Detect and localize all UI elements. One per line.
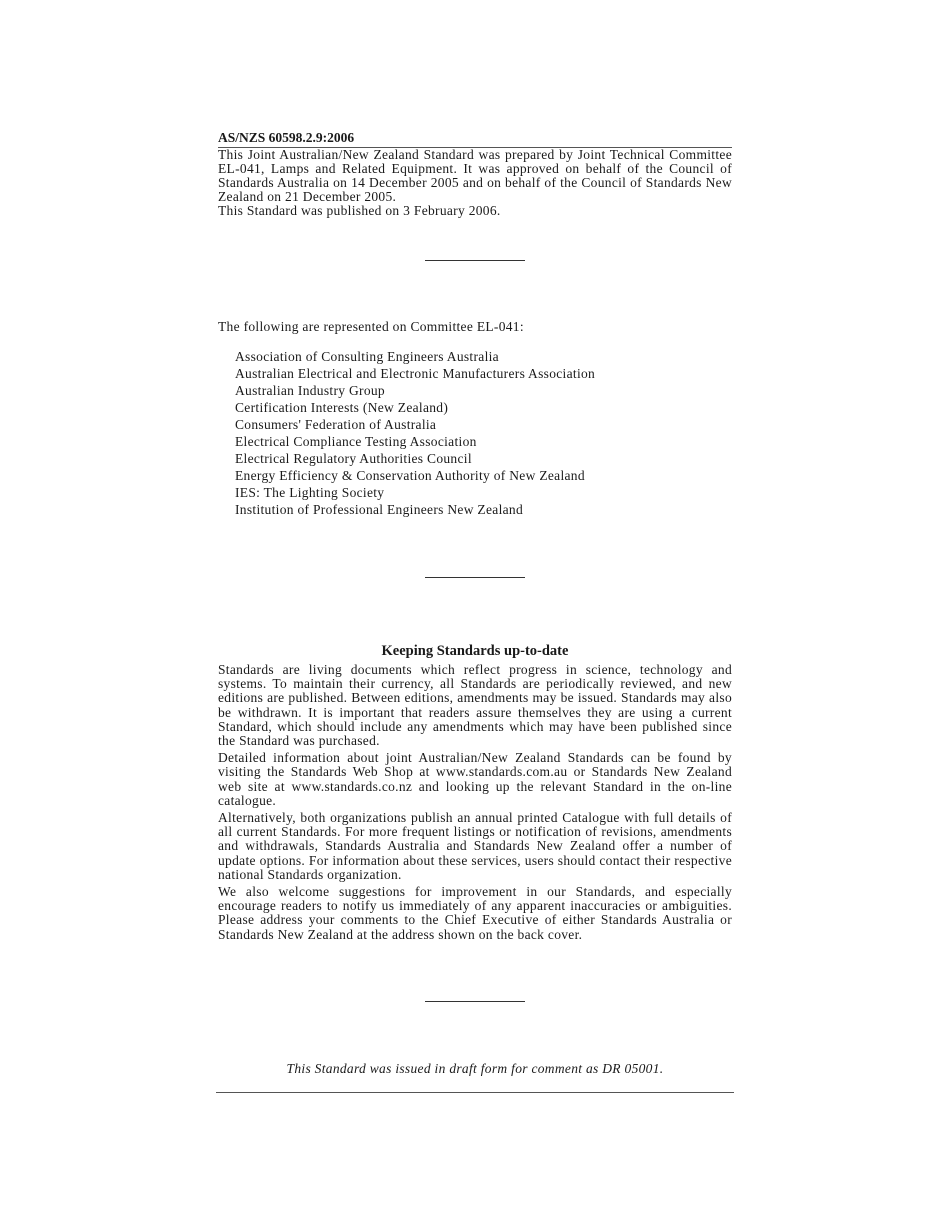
committee-member: Certification Interests (New Zealand)	[235, 400, 449, 415]
committee-member-list	[235, 348, 715, 518]
keeping-standards-body	[218, 663, 732, 945]
committee-member: Association of Consulting Engineers Australia	[235, 349, 499, 364]
committee-member: IES: The Lighting Society	[235, 485, 385, 500]
committee-member: Energy Efficiency & Conservation Authority of New Zealand	[235, 468, 585, 483]
draft-note: This Standard was issued in draft form for comment as DR 05001.	[286, 1061, 664, 1076]
committee-heading: The following are represented on Committee EL-041:	[218, 319, 524, 334]
preparation-paragraph: This Joint Australian/New Zealand Standard was prepared by Joint Technical Committee EL-041, Lamps and Related Equipment. It was approved on behalf of the Council of Standards Australia on 14 December 2005 and on behalf of the Council of Standards New Zealand on 21 December 2005.	[218, 147, 732, 204]
committee-member: Australian Industry Group	[235, 383, 385, 398]
preparation-statement	[218, 148, 732, 218]
footer-rule	[216, 1092, 734, 1093]
committee-member: Electrical Regulatory Authorities Council	[235, 451, 472, 466]
committee-member: Institution of Professional Engineers New Zealand	[235, 502, 524, 517]
section-divider	[425, 577, 525, 578]
committee-member: Consumers' Federation of Australia	[235, 417, 437, 432]
section-divider	[425, 1001, 525, 1002]
section-divider	[425, 260, 525, 261]
body-paragraph: Alternatively, both organizations publish an annual printed Catalogue with full details of all current Standards. For more frequent listings or notification of revisions, amendments and withdrawals, Standards Australia and Standards New Zealand offer a number of update options. For information about these services, users should contact their respective national Standards organization.	[218, 810, 732, 882]
publication-date-paragraph: This Standard was published on 3 February 2006.	[218, 203, 501, 218]
body-paragraph: Detailed information about joint Australian/New Zealand Standards can be found by visiting the Standards Web Shop at www.standards.com.au or Standards New Zealand web site at www.standards.co.nz and looking up the relevant Standard in the on-line catalogue.	[218, 750, 732, 808]
standard-code: AS/NZS 60598.2.9:2006	[218, 129, 732, 148]
committee-member: Australian Electrical and Electronic Manufacturers Association	[235, 366, 596, 381]
body-paragraph: Standards are living documents which reflect progress in science, technology and systems. To maintain their currency, all Standards are periodically reviewed, and new editions are published. Between editions, amendments may be issued. Standards may also be withdrawn. It is important that readers assure themselves they are using a current Standard, which should include any amendments which may have been published since the Standard was purchased.	[218, 662, 732, 749]
committee-member: Electrical Compliance Testing Association	[235, 434, 477, 449]
body-paragraph: We also welcome suggestions for improvement in our Standards, and especially encourage readers to notify us immediately of any apparent inaccuracies or ambiguities. Please address your comments to the Chief Executive of either Standards Australia or Standards New Zealand at the address shown on the back cover.	[218, 884, 732, 942]
keeping-standards-title: Keeping Standards up-to-date	[381, 643, 569, 659]
